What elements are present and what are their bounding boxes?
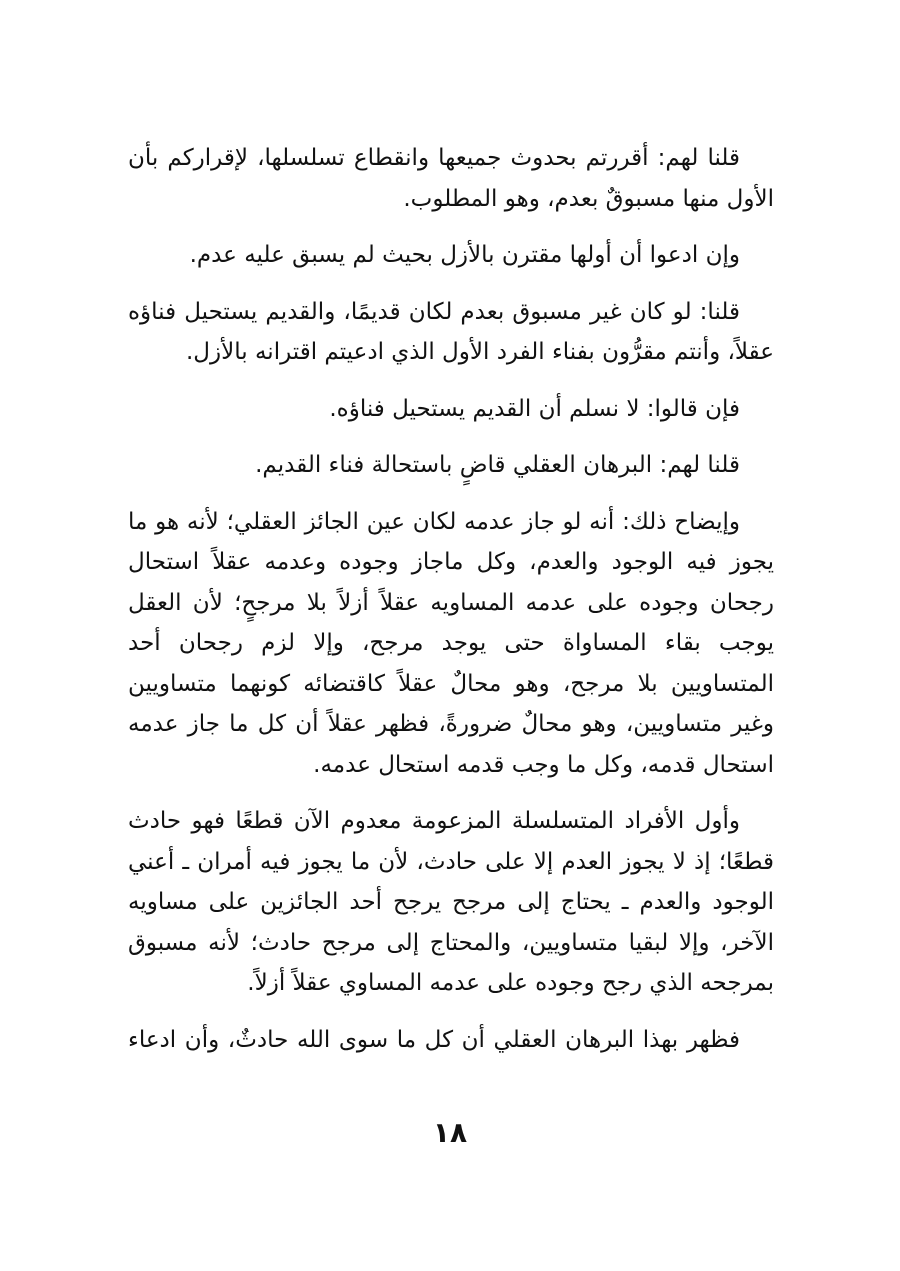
paragraph-5: قلنا لهم: البرهان العقلي قاضٍ باستحالة فناء القديم.	[255, 452, 740, 478]
paragraph-7: وأول الأفراد المتسلسلة المزعومة معدوم الآن قطعًا فهو حادث قطعًا؛ إذ لا يجوز العدم إلا على حادث، لأن ما يجوز فيه أمران ـ أعني الوجود والعدم ـ يحتاج إلى مرجح يرجح أحد الجائزين على مساويه الآخر، وإلا لبقيا متساويين، والمحتاج إلى مرجح حادث؛ لأنه مسبوق بمرجحه الذي رجح وجوده على عدمه المساوي عقلاً أزلاً.	[128, 808, 774, 996]
body-text	[128, 138, 774, 1076]
paragraph-4: فإن قالوا: لا نسلم أن القديم يستحيل فناؤه.	[329, 395, 740, 422]
page-number: ١٨	[432, 1116, 468, 1149]
paragraph-6: وإيضاح ذلك: أنه لو جاز عدمه لكان عين الجائز العقلي؛ لأنه هو ما يجوز فيه الوجود والعدم، وكل ماجاز وجوده وعدمه عقلاً استحال رجحان وجوده على عدمه المساويه عقلاً أزلاً بلا مرجحٍ؛ لأن العقل يوجب بقاء المساواة حتى يوجد مرجح، وإلا لزم رجحان أحد المتساويين بلا مرجح، وهو محالٌ عقلاً كاقتضائه كونهما متساويين وغير متساويين، وهو محالٌ ضرورةً، فظهر عقلاً أن كل ما جاز عدمه استحال قدمه، وكل ما وجب قدمه استحال عدمه.	[128, 508, 774, 778]
paragraph-1: قلنا لهم: أقررتم بحدوث جميعها وانقطاع تسلسلها، لإقراركم بأن الأول منها مسبوقٌ بعدم، وهو المطلوب.	[128, 145, 774, 212]
paragraph-8: فظهر بهذا البرهان العقلي أن كل ما سوى الله حادثٌ، وأن ادعاء	[128, 1026, 740, 1053]
paragraph-2: وإن ادعوا أن أولها مقترن بالأزل بحيث لم يسبق عليه عدم.	[189, 242, 740, 268]
paragraph-3: قلنا: لو كان غير مسبوق بعدم لكان قديمًا، والقديم يستحيل فناؤه عقلاً، وأنتم مقرُّون بفناء الفرد الأول الذي ادعيتم اقترانه بالأزل.	[128, 298, 774, 365]
